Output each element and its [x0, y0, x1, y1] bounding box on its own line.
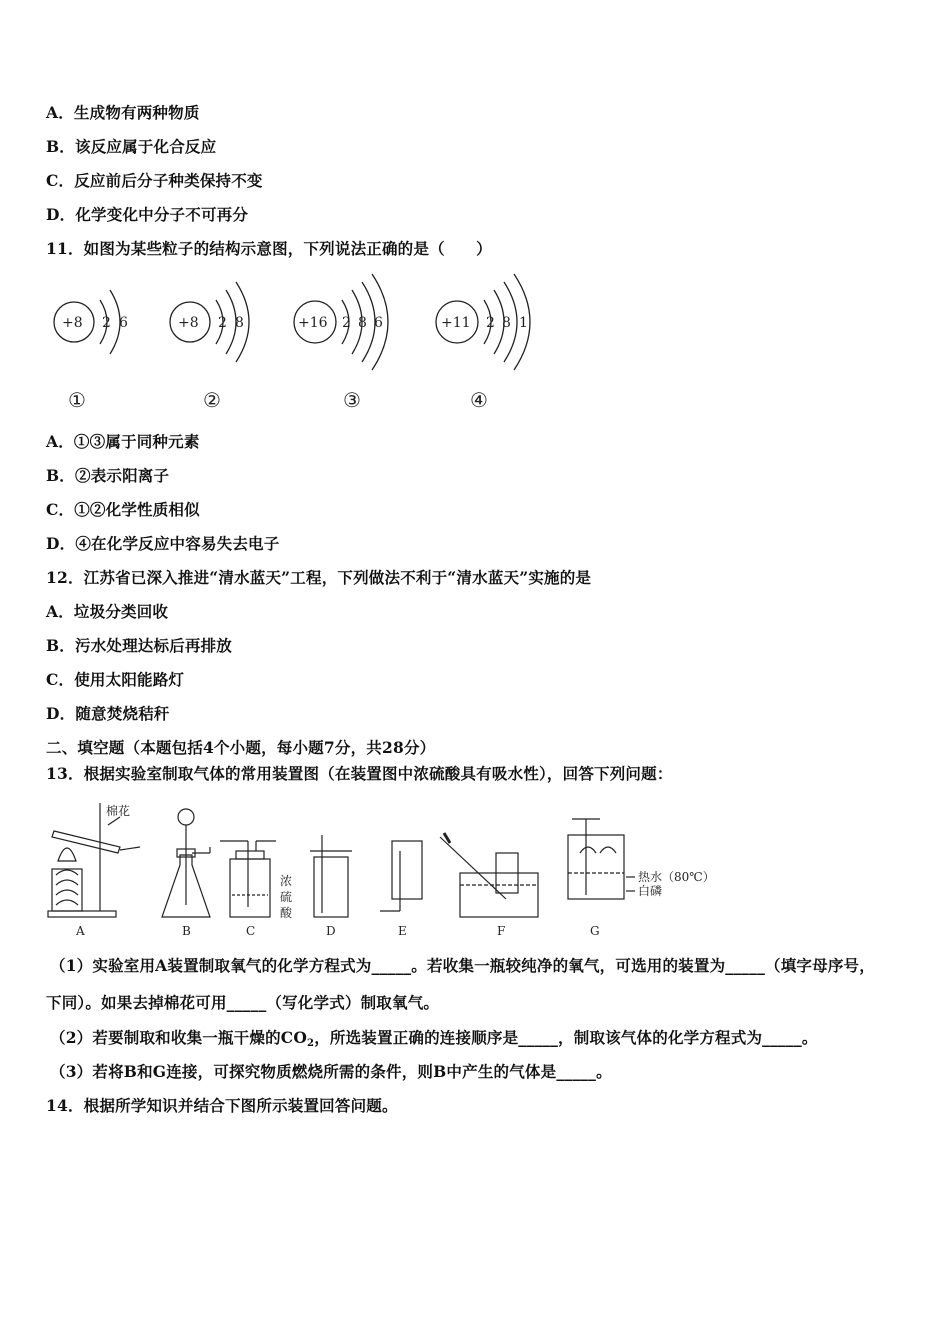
particle-4-shell-3: 1 [519, 315, 528, 331]
q13-part2-text-after: ，所选装置正确的连接顺序是_____，制取该气体的化学方程式为_____。 [314, 1028, 818, 1047]
q11-option-c: C．①②化学性质相似 [46, 500, 200, 519]
white-phosphorus-label: 白磷 [638, 884, 663, 898]
particle-4-nucleus: +11 [441, 315, 471, 331]
apparatus-label-f: F [497, 924, 506, 938]
particle-1-nucleus: +8 [62, 315, 83, 331]
particle-2-shell-1: 2 [218, 315, 227, 331]
q10-option-a: A．生成物有两种物质 [46, 103, 200, 122]
q10-option-d: D．化学变化中分子不可再分 [46, 205, 249, 224]
co2-subscript: 2 [307, 1038, 315, 1049]
particle-4-shell-1: 2 [486, 315, 495, 331]
atomic-structure-diagram [40, 270, 560, 415]
q14-stem: 14．根据所学知识并结合下图所示装置回答问题。 [46, 1096, 398, 1115]
particle-1-label: ① [68, 388, 86, 412]
apparatus-label-b: B [182, 924, 191, 938]
q13-part2-text: （2）若要制取和收集一瓶干燥的CO [50, 1028, 308, 1047]
q13-part1-line2: 下同）。如果去掉棉花可用_____（写化学式）制取氧气。 [46, 993, 440, 1012]
q13-stem: 13．根据实验室制取气体的常用装置图（在装置图中浓硫酸具有吸水性），回答下列问题： [46, 764, 673, 783]
particle-3-shell-3: 6 [374, 315, 383, 331]
apparatus-label-a: A [76, 924, 85, 938]
q11-option-a: A．①③属于同种元素 [46, 432, 200, 451]
hot-water-label: 热水（80℃） [638, 870, 715, 884]
lab-apparatus-diagram [40, 795, 730, 945]
acid-label-3: 酸 [280, 906, 293, 920]
acid-label-1: 浓 [280, 874, 293, 888]
q10-option-c: C．反应前后分子种类保持不变 [46, 171, 263, 190]
q13-part2 [50, 1026, 818, 1049]
particle-2-label: ② [203, 388, 221, 412]
q12-option-d: D．随意焚烧秸秆 [46, 704, 170, 723]
apparatus-label-c: C [246, 924, 256, 938]
particle-2-nucleus: +8 [178, 315, 199, 331]
section-2-heading: 二、填空题（本题包括4个小题，每小题7分，共28分） [46, 738, 436, 757]
acid-label-2: 硫 [280, 890, 293, 904]
q12-option-b: B．污水处理达标后再排放 [46, 636, 233, 655]
q13-part3: （3）若将B和G连接，可探究物质燃烧所需的条件，则B中产生的气体是_____。 [50, 1062, 612, 1081]
particle-4-shell-2: 8 [502, 315, 511, 331]
particle-4-label: ④ [470, 388, 488, 412]
q12-option-a: A．垃圾分类回收 [46, 602, 169, 621]
q13-part1-line1: （1）实验室用A装置制取氧气的化学方程式为_____。若收集一瓶较纯净的氧气，可选用的装置为_____（填字母序号， [50, 956, 875, 975]
q11-option-b: B．②表示阳离子 [46, 466, 170, 485]
apparatus-label-g: G [590, 924, 600, 938]
apparatus-label-e: E [398, 924, 407, 938]
q11-stem: 11．如图为某些粒子的结构示意图，下列说法正确的是（ ） [46, 239, 492, 258]
particle-3-nucleus: +16 [298, 315, 328, 331]
cotton-label: 棉花 [106, 804, 131, 818]
apparatus-label-d: D [326, 924, 336, 938]
particle-1-shell-1: 2 [102, 315, 111, 331]
particle-3-label: ③ [343, 388, 361, 412]
particle-3-shell-2: 8 [358, 315, 367, 331]
q12-stem: 12．江苏省已深入推进“清水蓝天”工程，下列做法不利于“清水蓝天”实施的是 [46, 568, 592, 587]
particle-3-shell-1: 2 [342, 315, 351, 331]
q10-option-b: B．该反应属于化合反应 [46, 137, 217, 156]
particle-2-shell-2: 8 [235, 315, 244, 331]
q11-option-d: D．④在化学反应中容易失去电子 [46, 534, 280, 553]
particle-1-shell-2: 6 [119, 315, 128, 331]
q12-option-c: C．使用太阳能路灯 [46, 670, 185, 689]
